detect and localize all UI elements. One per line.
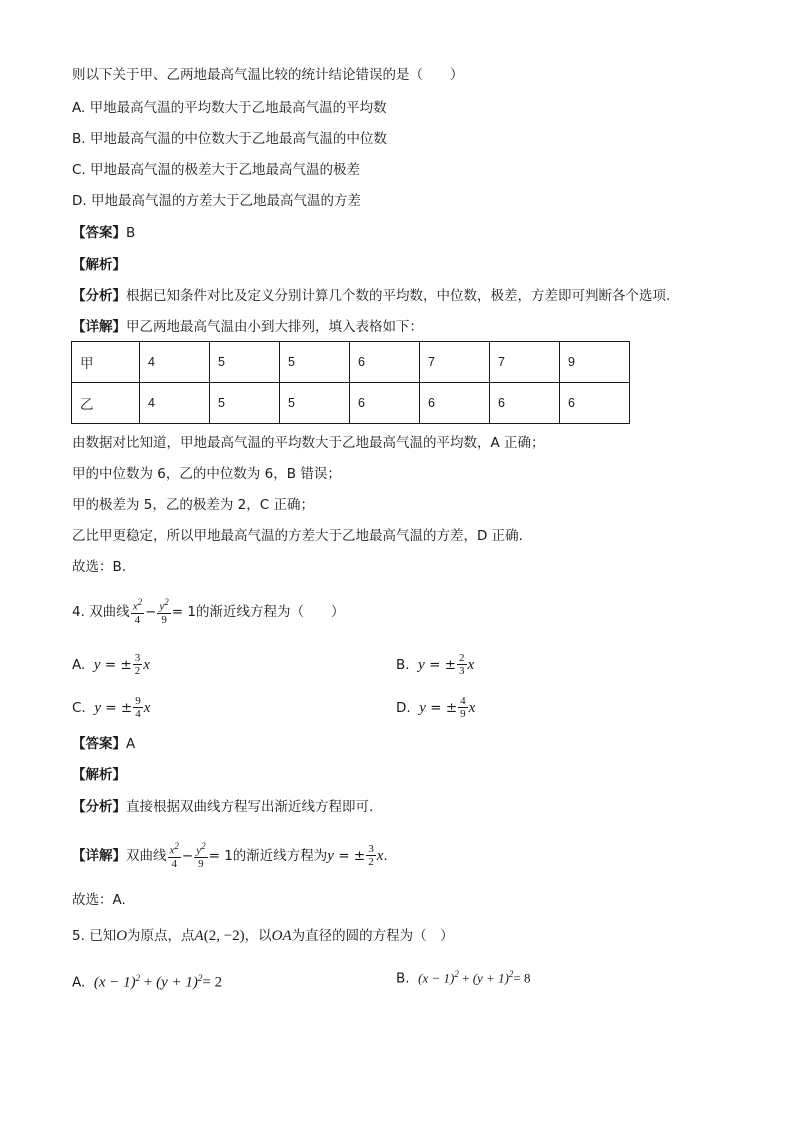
table-row-yi	[72, 383, 630, 424]
q3-option-d[interactable]: D. 甲地最高气温的方差大于乙地最高气温的方差	[72, 193, 361, 209]
table-cell: 9	[560, 342, 630, 383]
table-cell: 4	[140, 383, 210, 424]
table-cell: 6	[420, 383, 490, 424]
equation-fraction: $\frac{x^2}{4}$	[169, 841, 179, 870]
temperature-table	[71, 341, 630, 424]
q3-explanation-1: 由数据对比知道，甲地最高气温的平均数大于乙地最高气温的平均数，A 正确；	[72, 435, 545, 451]
q3-answer	[72, 224, 135, 242]
table-cell: 6	[350, 383, 420, 424]
q5-option-b[interactable]: B. $(x - 1)^2 + (y + 1)^2= 8$	[396, 969, 531, 987]
option-fraction: $\frac{4}{9}$	[460, 695, 466, 720]
equation-fraction: $\frac{x^2}{4}$	[132, 597, 143, 626]
option-fraction: $\frac{9}{4}$	[135, 695, 141, 720]
q3-conclusion: 故选：B.	[72, 559, 127, 575]
table-cell: 5	[280, 342, 350, 383]
option-fraction: $\frac{2}{3}$	[459, 652, 465, 677]
q4-xiangjie: 【详解】双曲线 $\frac{x^2}{4}$ − $\frac{y^2}{9}$ = 1的渐近线方程为y = ± $\frac{3}{2}$ x.	[72, 841, 388, 870]
q3-explanation-4: 乙比甲更稳定，所以甲地最高气温的方差大于乙地最高气温的方差，D 正确.	[72, 528, 523, 544]
question-number: 4.	[72, 603, 85, 620]
table-row-jia	[72, 342, 630, 383]
equation-fraction: $\frac{y^2}{9}$	[196, 841, 206, 870]
q4-fenxi	[72, 798, 373, 816]
table-cell: 6	[560, 383, 630, 424]
q4-option-d[interactable]: D. y = ± $\frac{4}{9}$ x	[396, 695, 476, 720]
stem-text: 双曲线	[89, 603, 130, 620]
q5-option-a[interactable]: A. $(x - 1)^2 + (y + 1)^2= 2$	[72, 973, 223, 991]
option-label: B.	[396, 657, 410, 673]
fenxi-label: 【分析】	[72, 288, 126, 304]
table-cell: 5	[280, 383, 350, 424]
table-cell: 6	[490, 383, 560, 424]
question-number: 5.	[72, 928, 85, 944]
table-cell: 5	[210, 383, 280, 424]
table-cell: 7	[490, 342, 560, 383]
equation-fraction: $\frac{y^2}{9}$	[159, 597, 169, 626]
answer-value: B	[126, 225, 136, 241]
answer-label: 【答案】	[72, 736, 126, 752]
q4-answer	[72, 735, 135, 753]
fenxi-text: 根据已知条件对比及定义分别计算几个数的平均数，中位数，极差，方差即可判断各个选项.	[126, 288, 671, 304]
q4-option-b[interactable]: B. y = ± $\frac{2}{3}$ x	[396, 652, 475, 677]
q3-stem: 则以下关于甲、乙两地最高气温比较的统计结论错误的是（ ）	[72, 67, 464, 83]
table-cell: 4	[140, 342, 210, 383]
q3-option-c[interactable]: C. 甲地最高气温的极差大于乙地最高气温的极差	[72, 162, 361, 178]
option-label: B.	[396, 970, 410, 987]
q4-option-c[interactable]: C. y = ± $\frac{9}{4}$ x	[72, 695, 151, 720]
xiangjie-label: 【详解】	[72, 319, 126, 335]
table-cell: 6	[350, 342, 420, 383]
table-cell: 7	[420, 342, 490, 383]
q4-stem	[72, 598, 344, 626]
equals-one: = 1	[171, 603, 196, 620]
row-label: 乙	[72, 383, 140, 424]
q5-stem: 5. 已知O为原点，点A(2, −2)，以OA为直径的圆的方程为（ ）	[72, 928, 454, 944]
xiangjie-text: 甲乙两地最高气温由小到大排列，填入表格如下：	[126, 319, 423, 335]
q4-analysis-label: 【解析】	[72, 767, 126, 783]
option-label: D.	[396, 700, 411, 716]
point-coordinates: (2, −2)	[203, 928, 245, 944]
row-label: 甲	[72, 342, 140, 383]
fenxi-label: 【分析】	[72, 799, 126, 815]
answer-label: 【答案】	[72, 225, 126, 241]
fenxi-text: 直接根据双曲线方程写出渐近线方程即可.	[126, 799, 374, 815]
q4-option-a[interactable]: A. y = ± $\frac{3}{2}$ x	[72, 652, 150, 677]
answer-value: A	[126, 736, 136, 752]
q3-analysis-label: 【解析】	[72, 257, 126, 273]
option-label: A.	[72, 974, 86, 991]
xiangjie-label: 【详解】	[72, 847, 126, 864]
q3-explanation-2: 甲的中位数为 6，乙的中位数为 6，B 错误；	[72, 466, 341, 482]
q3-option-a[interactable]: A. 甲地最高气温的平均数大于乙地最高气温的平均数	[72, 100, 387, 116]
q3-explanation-3: 甲的极差为 5，乙的极差为 2，C 正确；	[72, 497, 314, 513]
q3-fenxi	[72, 287, 670, 305]
q3-option-b[interactable]: B. 甲地最高气温的中位数大于乙地最高气温的中位数	[72, 131, 387, 147]
option-label: C.	[72, 700, 86, 716]
option-label: A.	[72, 657, 86, 673]
table-cell: 5	[210, 342, 280, 383]
q4-conclusion: 故选：A.	[72, 892, 126, 908]
stem-text: 的渐近线方程为（ ）	[195, 603, 345, 620]
option-fraction: $\frac{3}{2}$	[134, 652, 141, 677]
minus-sign: −	[145, 603, 157, 620]
q3-xiangjie	[72, 318, 423, 336]
answer-fraction: $\frac{3}{2}$	[368, 842, 374, 868]
